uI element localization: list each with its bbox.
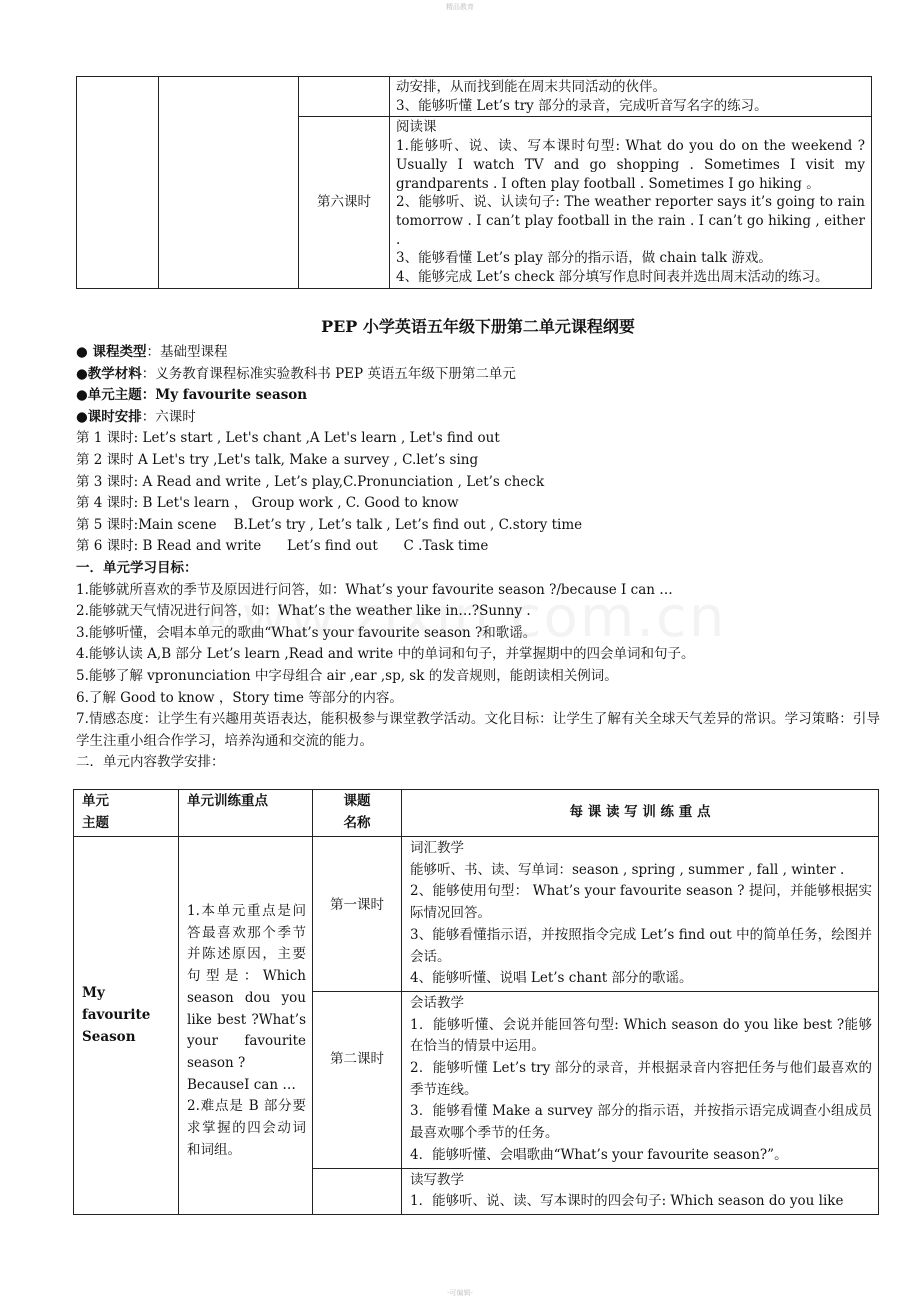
content-line: 会话教学	[410, 994, 464, 1011]
goal-item: 5.能够了解 vpronunciation 中字母组合 air ,ear ,sp, sk 的发音规则，能朗读相关例词。	[76, 667, 618, 684]
lesson-content-cell	[402, 991, 879, 1168]
info-label: 单元主题：	[87, 387, 156, 404]
info-line	[76, 364, 880, 386]
content-line: 3、能够看懂 Let’s play 部分的指示语，做 chain talk 游戏。	[396, 250, 772, 267]
info-value: 六课时	[155, 408, 196, 425]
content-line: 3、能够听懂 Let’s try 部分的录音，完成听音写名字的练习。	[396, 97, 768, 114]
lesson-schedule-line: 第 5 课时:Main scene B.Let’s try , Let’s talk , Let’s find out , C.story time	[76, 516, 583, 533]
lesson-schedule-line: 第 3 课时: A Read and write , Let’s play,C.Pronunciation , Let’s check	[76, 473, 545, 490]
lesson-name-cell: 第一课时	[313, 837, 402, 992]
content-line: 阅读课	[396, 119, 437, 136]
content-line: 能够听、书、读、写单词：season , spring , summer , fall , winter .	[410, 861, 845, 878]
previous-unit-table	[76, 76, 872, 289]
header-lesson: 课题 名称	[313, 790, 402, 837]
info-label: 课程类型	[92, 344, 147, 360]
table-header-row	[74, 790, 879, 837]
info-sep: ：	[141, 408, 156, 425]
lesson-schedule-line: 第 1 课时: Let’s start , Let's chant ,A Let's learn , Let's find out	[76, 430, 500, 447]
bullet: ●	[76, 387, 88, 404]
header-content: 每 课 读 写 训 练 重 点	[402, 790, 879, 837]
info-value: My favourite season	[155, 387, 308, 404]
lesson-content-cell	[402, 1168, 879, 1214]
header-watermark: 精品教育	[446, 3, 474, 11]
content-line: 4．能够听懂、会唱歌曲“What’s your favourite season?”。	[410, 1146, 788, 1163]
goal-item: 1.能够就所喜欢的季节及原因进行问答，如：What’s your favourite season ?/because I can …	[76, 581, 673, 598]
table-row	[77, 77, 872, 117]
info-line	[76, 385, 880, 407]
info-line	[76, 407, 880, 429]
page-title: PEP 小学英语五年级下册第二单元课程纲要	[321, 317, 635, 336]
info-value: 基础型课程	[159, 344, 228, 360]
lesson-schedule-line: 第 2 课时 A Let's try ,Let's talk, Make a survey , C.let’s sing	[76, 451, 479, 468]
lesson-content-cell	[390, 77, 872, 117]
bullet: ●	[76, 408, 88, 425]
unit-arrangement-table	[73, 789, 879, 1215]
goal-item: 2.能够就天气情况进行问答，如：What’s the weather like in…?Sunny .	[76, 603, 531, 620]
focus-cell	[159, 77, 299, 289]
content-line: 4、能够完成 Let’s check 部分填写作息时间表并选出周末活动的练习。	[396, 269, 829, 286]
info-label: 教学材料	[87, 365, 142, 382]
lesson-schedule-line: 第 4 课时: B Let's learn ， Group work , C. Good to know	[76, 495, 459, 512]
goal-item: 3.能够听懂，会唱本单元的歌曲“What’s your favourite season ?和歌谣。	[76, 624, 537, 641]
lesson-name-cell: 第六课时	[299, 117, 390, 288]
content-line: 1．能够听、说、读、写本课时的四会句子: Which season do you like	[410, 1193, 844, 1210]
course-outline	[76, 316, 880, 774]
section-heading: 二．单元内容教学安排：	[76, 754, 225, 771]
lesson-name-cell: 第二课时	[313, 991, 402, 1168]
bullet: ●	[76, 365, 88, 382]
info-label: 课时安排	[87, 408, 142, 425]
content-line: 1．能够听懂、会说并能回答句型: Which season do you like best ?能够在恰当的情景中运用。	[410, 1016, 872, 1055]
content-line: 动安排，从而找到能在周末共同活动的伙伴。	[396, 79, 666, 95]
header-focus: 单元训练重点	[179, 790, 313, 837]
lesson-content-cell	[390, 117, 872, 288]
content-line: 2、能够听、说、认读句子: The weather reporter says it’s going to rain tomorrow . I can’t play football in the rain . I can’t go hiking , either .	[396, 194, 865, 248]
info-value: 义务教育课程标准实验教科书 PEP 英语五年级下册第二单元	[155, 365, 516, 382]
content-line: 4、能够听懂、说唱 Let’s chant 部分的歌谣。	[410, 970, 693, 987]
unit-focus-cell: 1.本单元重点是问答最喜欢那个季节并陈述原因，主要句型是：Which season dou you like best ?What’s your favourite season ? BecauseI can … 2.难点是 B 部分要求掌握的四会动词和词组。	[179, 837, 313, 1215]
content-line: 读写教学	[410, 1171, 464, 1188]
lesson-name-cell	[313, 1168, 402, 1214]
content-line: 3．能够看懂 Make a survey 部分的指示语，并按指示语完成调查小组成员最喜欢哪个季节的任务。	[410, 1103, 872, 1142]
content-line: 2、能够使用句型： What’s your favourite season ? 提问，并能够根据实际情况回答。	[410, 883, 872, 922]
info-sep: ：	[141, 365, 156, 382]
goal-item: 6.了解 Good to know ，Story time 等部分的内容。	[76, 689, 403, 706]
content-line: 3、能够看懂指示语，并按照指令完成 Let’s find out 中的简单任务，绘图并会话。	[410, 926, 872, 965]
info-sep: ：	[146, 344, 160, 360]
footer-watermark: -可编辑-	[447, 1289, 473, 1297]
lesson-schedule-line: 第 6 课时: B Read and write Let’s find out C .Task time	[76, 538, 489, 555]
goal-item: 4.能够认读 A,B 部分 Let’s learn ,Read and write 中的单词和句子，并掌握期中的四会单词和句子。	[76, 646, 695, 663]
lesson-content-cell	[402, 837, 879, 992]
goal-item: 7.情感态度：让学生有兴趣用英语表达，能积极参与课堂教学活动。文化目标：让学生了解有关全球天气差异的常识。学习策略：引导学生注重小组合作学习，培养沟通和交流的能力。	[76, 711, 880, 749]
content-line: 1.能够听、说、读、写本课时句型: What do you do on the weekend ? Usually I watch TV and go shopping . Sometimes I visit my grandparents . I often play football . Sometimes I go hiking 。	[396, 138, 865, 192]
section-heading: 一．单元学习目标：	[76, 559, 198, 576]
info-line	[76, 342, 880, 364]
table-row	[74, 837, 879, 992]
bullet: ●	[76, 344, 93, 360]
theme-cell	[77, 77, 159, 289]
header-theme: 单元 主题	[74, 790, 179, 837]
unit-theme-cell: My favourite Season	[74, 837, 179, 1215]
lesson-cell	[299, 77, 390, 117]
content-line: 词汇教学	[410, 840, 464, 856]
content-line: 2．能够听懂 Let’s try 部分的录音，并根据录音内容把任务与他们最喜欢的季节连线。	[410, 1060, 872, 1098]
